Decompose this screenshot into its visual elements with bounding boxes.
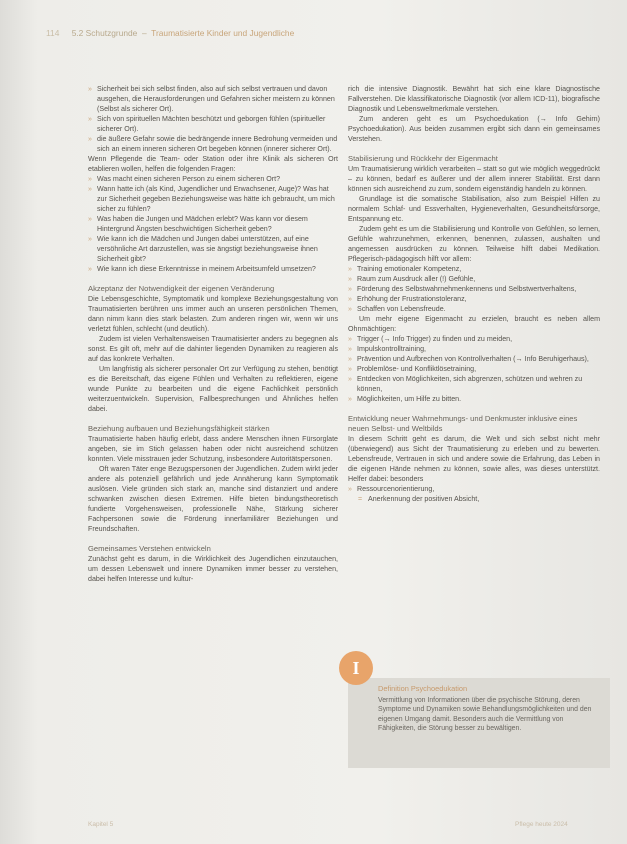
page-number: 114 xyxy=(46,28,60,38)
paragraph: In diesem Schritt geht es darum, die Welt und sich selbst nicht mehr (überwiegend) aus Sicht der Traumatisierung zu erleben und zu bewerten. Lebensfreude, Vertrauen in sich und andere sowie die Erfahrung, das Leben in die eigenen Hände nehmen zu können, sowie alles, was dieses unterstützt. Helfer dabei: besonders xyxy=(348,435,600,483)
list-item: » Wie kann ich die Mädchen und Jungen dabei unterstützen, auf eine versöhnliche Art darzustellen, was sie ängstigt beziehungsweise ihnen Sicherheit gibt? xyxy=(88,234,338,264)
paragraph: Um mehr eigene Eigenmacht zu erzielen, braucht es neben allem Ohnmächtigen: xyxy=(348,315,600,333)
footer-left: Kapitel 5 xyxy=(88,821,114,828)
left-column xyxy=(88,84,338,584)
list-item: » die äußere Gefahr sowie die bedrängende innere Bedrohung vermeiden und sich an einem inneren sicheren Ort begeben können (innerer sicherer Ort). xyxy=(88,134,338,154)
paragraph: rich die intensive Diagnostik. Bewährt hat sich eine klare Diagnostische Fallverstehen. Die klassifikatorische Diagnostik (vor allem ICD-11), biografische Diagnostik und Lebensweltmerkmale verstehen. xyxy=(348,85,600,113)
chapter-title: Traumatisierte Kinder und Jugendliche xyxy=(151,28,295,38)
paragraph: Um Traumatisierung wirklich verarbeiten – statt so gut wie möglich weggedrückt – zu können, bedarf es äußerer und der allem innerer Stabilität. Erst dann können sich ausreichend zu zum, sondern eigenständig handeln zu können. xyxy=(348,165,600,193)
list-subitem: = Anerkennung der positiven Absicht, xyxy=(348,494,600,504)
paragraph: Zudem geht es um die Stabilisierung und Kontrolle von Gefühlen, so lernen, Gefühle wahrzunehmen, erkennen, benennen, zulassen, aushalten und angemessen ausdrücken zu können. Teilweise hilft dabei Medikation. Pflegerisch-pädagogisch hilft vor allem: xyxy=(348,225,600,263)
paragraph: Zunächst geht es darum, in die Wirklichkeit des Jugendlichen einzutauchen, um dessen Lebenswelt und innere Dynamiken immer besser zu verstehen, dabei helfen Interesse und kultur- xyxy=(88,555,338,583)
running-head: 114 5.2 Schutzgrunde – Traumatisierte Kinder und Jugendliche xyxy=(46,28,295,38)
info-box xyxy=(348,678,610,768)
list-item: » Problemlöse- und Konfliktlösetraining, xyxy=(348,364,600,374)
list-item: » Sich von spirituellen Mächten beschützt und geborgen fühlen (spiritueller sicherer Ort). xyxy=(88,114,338,134)
list-item: » Ressourcenorientierung, xyxy=(348,484,600,494)
list-item: » Impulskontrolltraining, xyxy=(348,344,600,354)
paragraph: Zudem ist vielen Verhaltensweisen Traumatisierter anders zu begegnen als sonst. Es gilt oft, mehr auf die dahinter liegenden Dynamiken zu reagieren als auf das konkrete Verhalten. xyxy=(88,335,338,363)
list-item: » Erhöhung der Frustrationstoleranz, xyxy=(348,294,600,304)
right-column xyxy=(348,84,600,504)
info-box-title: Definition Psychoedukation xyxy=(378,684,468,693)
list-item: » Prävention und Aufbrechen von Kontrollverhalten (→ Info Beruhigerhaus), xyxy=(348,354,600,364)
bullet-list-development xyxy=(348,484,600,504)
list-item: » Wann hatte ich (als Kind, Jugendlicher und Erwachsener, Auge)? Was hat zur Sicherheit gegeben Beziehungsweise was hätte ich gebraucht, um mich sicher zu fühlen? xyxy=(88,184,338,214)
list-item: » Was haben die Jungen und Mädchen erlebt? Was kann vor diesem Hintergrund Ängsten beschwichtigen Sicherheit geben? xyxy=(88,214,338,234)
section-heading: Gemeinsames Verstehen entwickeln xyxy=(88,544,211,553)
list-item: » Wie kann ich diese Erkenntnisse in meinem Arbeitsumfeld umsetzen? xyxy=(88,264,338,274)
section-heading: Entwicklung neuer Wahrnehmungs- und Denkmuster inklusive eines neuen Selbst- und Weltbilds xyxy=(348,414,578,433)
paragraph: Traumatisierte haben häufig erlebt, dass andere Menschen ihnen Fürsorglate angeben, sie im Stich gelassen haben oder nicht ausreichend schützen konnten. Viele misstrauen jeder Schutzung, insbesondere Autoritätspersonen. xyxy=(88,435,338,463)
section-heading: Akzeptanz der Notwendigkeit der eigenen Veränderung xyxy=(88,284,275,293)
bullet-list-questions xyxy=(88,174,338,274)
section-heading: Stabilisierung und Rückkehr der Eigenmacht xyxy=(348,154,498,163)
paragraph: Wenn Pflegende die Team- oder Station oder ihre Klinik als sicheren Ort etablieren wollen, helfen die folgenden Fragen: xyxy=(88,155,338,173)
info-icon: I xyxy=(339,651,373,685)
list-item: » Training emotionaler Kompetenz, xyxy=(348,264,600,274)
bullet-list-safety xyxy=(88,84,338,154)
bullet-list-stabilisation xyxy=(348,264,600,314)
paragraph: Grundlage ist die somatische Stabilisation, also zum Beispiel Hilfen zu normalem Schlaf- und Essverhalten, Hygieneverhalten, Gesundheitsfürsorge, Entspannung etc. xyxy=(348,195,600,223)
bullet-list-self-efficacy xyxy=(348,334,600,404)
list-item: » Förderung des Selbstwahrnehmenkennens und Selbstwertverhaltens, xyxy=(348,284,600,294)
list-item: » Entdecken von Möglichkeiten, sich abgrenzen, schützen und wehren zu können, xyxy=(348,374,600,394)
paragraph: Um langfristig als sicherer personaler Ort zur Verfügung zu stehen, benötigt es die Bereitschaft, das eigene Fühlen und Verhalten zu reflektieren, eigene wunde Punkte zu bearbeiten und die eigene Fachlichkeit persönlich weiterzuentwickeln. Supervision, Fallbesprechungen und Ähnliches helfen dabei. xyxy=(88,365,338,413)
list-item: » Schaffen von Lebensfreude. xyxy=(348,304,600,314)
info-box-text: Vermittlung von Informationen über die psychische Störung, deren Symptome und Dynamiken sowie Behandlungsmöglichkeiten und den eigenen Umgang damit. Besonders auch die Vermittlung von Fähigkeiten, die Störung besser zu bewältigen. xyxy=(378,696,592,732)
list-item: » Trigger (→ Info Trigger) zu finden und zu meiden, xyxy=(348,334,600,344)
list-item: » Raum zum Ausdruck aller (!) Gefühle, xyxy=(348,274,600,284)
paragraph: Oft waren Täter enge Bezugspersonen der Jugendlichen. Zudem wirkt jeder andere als potenziell gefährlich und jede Annäherung kann Symptomatik auslösen. Viele gründen sich stark an, manche sind distanziert und andere schwanken zwischen diesen Extremen. Hilfe bieten bindungstheoretisch fundierte Vorgehensweisen, professionelle Nähe, Stärkung sicherer Fachpersonen sowie die Förderung innerfamiliärer Beziehungen und Freundschaften. xyxy=(88,465,338,533)
list-item: » Möglichkeiten, um Hilfe zu bitten. xyxy=(348,394,600,404)
chapter-label: 5.2 Schutzgrunde xyxy=(71,28,138,38)
paragraph: Zum anderen geht es um Psychoedukation (→ Info Gehirn) Psychoedukation). Aus beiden zusammen ergibt sich dann ein gemeinsames Verstehen. xyxy=(348,115,600,143)
list-item: » Was macht einen sicheren Person zu einem sicheren Ort? xyxy=(88,174,338,184)
paragraph: Die Lebensgeschichte, Symptomatik und komplexe Beziehungsgestaltung von Traumatisierten berühren uns immer auch an unseren persönlichen Themen, dann nimm kann dies stark belasten. Zum anderen ringen wir, wenn wir uns verletzt fühlen, schlecht (und deutlich). xyxy=(88,295,338,333)
section-heading: Beziehung aufbauen und Beziehungsfähigkeit stärken xyxy=(88,424,270,433)
list-item: » Sicherheit bei sich selbst finden, also auf sich selbst vertrauen und davon ausgehen, die Herausforderungen und Gefahren sicher meistern zu können (Selbst als sicherer Ort). xyxy=(88,84,338,114)
footer-right: Pflege heute 2024 xyxy=(515,821,568,828)
